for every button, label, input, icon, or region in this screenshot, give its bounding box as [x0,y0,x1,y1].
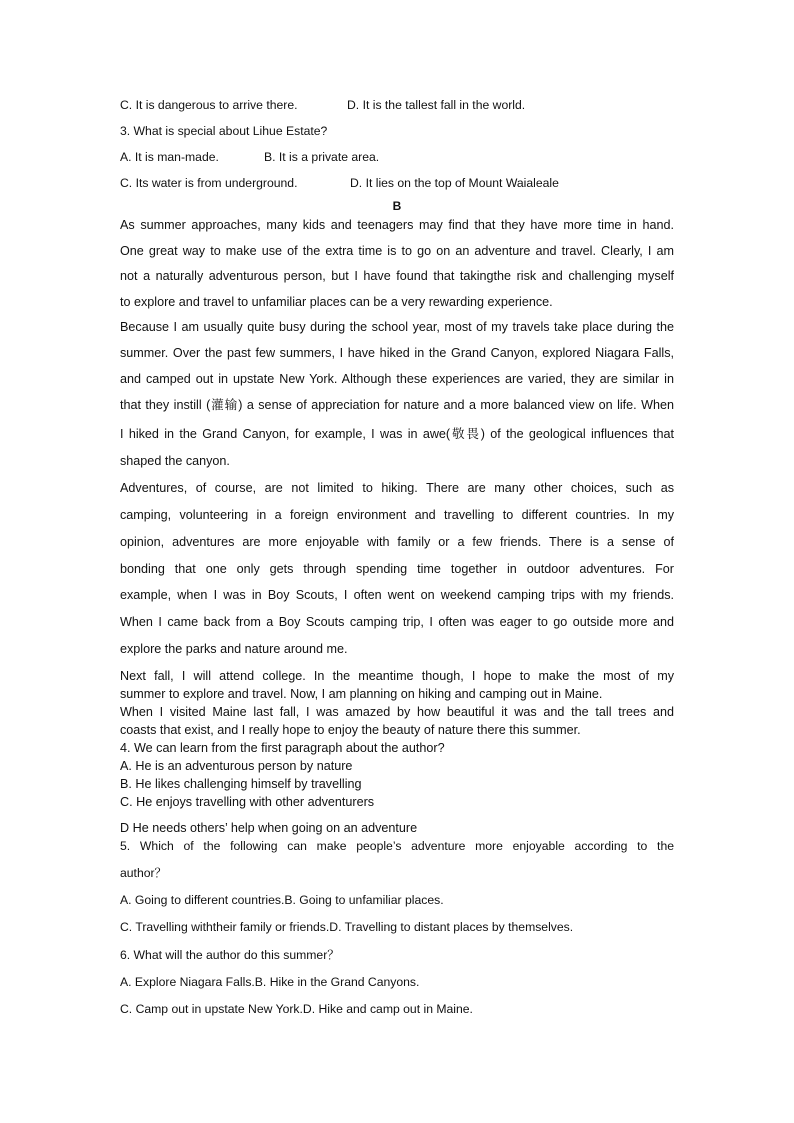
passage-p2-line: I hiked in the Grand Canyon, for example, I was in awe(敬畏) of the geological influences that [120,427,674,441]
q6-stem: 6. What will the author do this summer？ [120,948,340,962]
q2-option-c: C. It is dangerous to arrive there. [120,98,298,112]
passage-p3-line: Adventures, of course, are not limited to hiking. There are many other choices, such as [120,481,674,495]
q6-options-ab: A. Explore Niagara Falls.B. Hike in the Grand Canyons. [120,975,420,989]
q3-option-d: D. It lies on the top of Mount Waialeale [350,176,559,190]
passage-p5-line: coasts that exist, and I really hope to enjoy the beauty of nature there this summer. [120,723,581,737]
passage-p4-line: summer to explore and travel. Now, I am planning on hiking and camping out in Maine. [120,687,603,701]
passage-p2-line: that they instill (灌输) a sense of appreciation for nature and a more balanced view on life. When [120,398,674,412]
q3-option-b: B. It is a private area. [264,150,380,164]
passage-p4-line: Next fall, I will attend college. In the meantime though, I hope to make the most of my [120,669,674,683]
q4-option-a: A. He is an adventurous person by nature [120,759,353,773]
passage-p3-line: bonding that one only gets through spending time together in outdoor adventures. For [120,562,674,576]
passage-p2-line: Because I am usually quite busy during the school year, most of my travels take place during the [120,320,674,334]
q3-option-c: C. Its water is from underground. [120,176,298,190]
q5-stem-line: 5. Which of the following can make people’s adventure more enjoyable according to the [120,839,674,853]
q4-stem: 4. We can learn from the first paragraph about the author? [120,741,445,755]
passage-p3-line: When I came back from a Boy Scouts camping trip, I often was eager to go outside more and [120,615,674,629]
passage-p1-line: not a naturally adventurous person, but I have found that takingthe risk and challenging myself [120,269,674,283]
section-heading: B [392,199,402,213]
q3-option-a: A. It is man-made. [120,150,219,164]
passage-p3-line: opinion, adventures are more enjoyable with family or a few friends. There is a sense of [120,535,674,549]
passage-p5-line: When I visited Maine last fall, I was amazed by how beautiful it was and the tall trees and [120,705,674,719]
q4-option-c: C. He enjoys travelling with other adventurers [120,795,375,809]
passage-p3-line: example, when I was in Boy Scouts, I often went on weekend camping trips with my friends. [120,588,674,602]
passage-p3-line: camping, volunteering in a foreign environment and travelling to different countries. In my [120,508,674,522]
q5-options-ab: A. Going to different countries.B. Going to unfamiliar places. [120,893,444,907]
q6-options-cd: C. Camp out in upstate New York.D. Hike and camp out in Maine. [120,1002,473,1016]
q5-stem-line: author？ [120,866,167,880]
q4-option-d: D He needs others’ help when going on an adventure [120,821,418,835]
passage-p1-line: One great way to make use of the extra time is to go on an adventure and travel. Clearly, I am [120,244,674,258]
passage-p2-line: shaped the canyon. [120,454,230,468]
passage-p2-line: and camped out in upstate New York. Although these experiences are varied, they are similar in [120,372,674,386]
passage-p3-line: explore the parks and nature around me. [120,642,348,656]
q5-options-cd: C. Travelling withtheir family or friends.D. Travelling to distant places by themselves. [120,920,574,934]
passage-p1-line: to explore and travel to unfamiliar places can be a very rewarding experience. [120,295,553,309]
passage-p1-line: As summer approaches, many kids and teenagers may find that they have more time in hand. [120,218,674,232]
q4-option-b: B. He likes challenging himself by travelling [120,777,362,791]
passage-p2-line: summer. Over the past few summers, I have hiked in the Grand Canyon, explored Niagara Falls, [120,346,674,360]
q3-stem: 3. What is special about Lihue Estate? [120,124,328,138]
q2-option-d: D. It is the tallest fall in the world. [347,98,526,112]
